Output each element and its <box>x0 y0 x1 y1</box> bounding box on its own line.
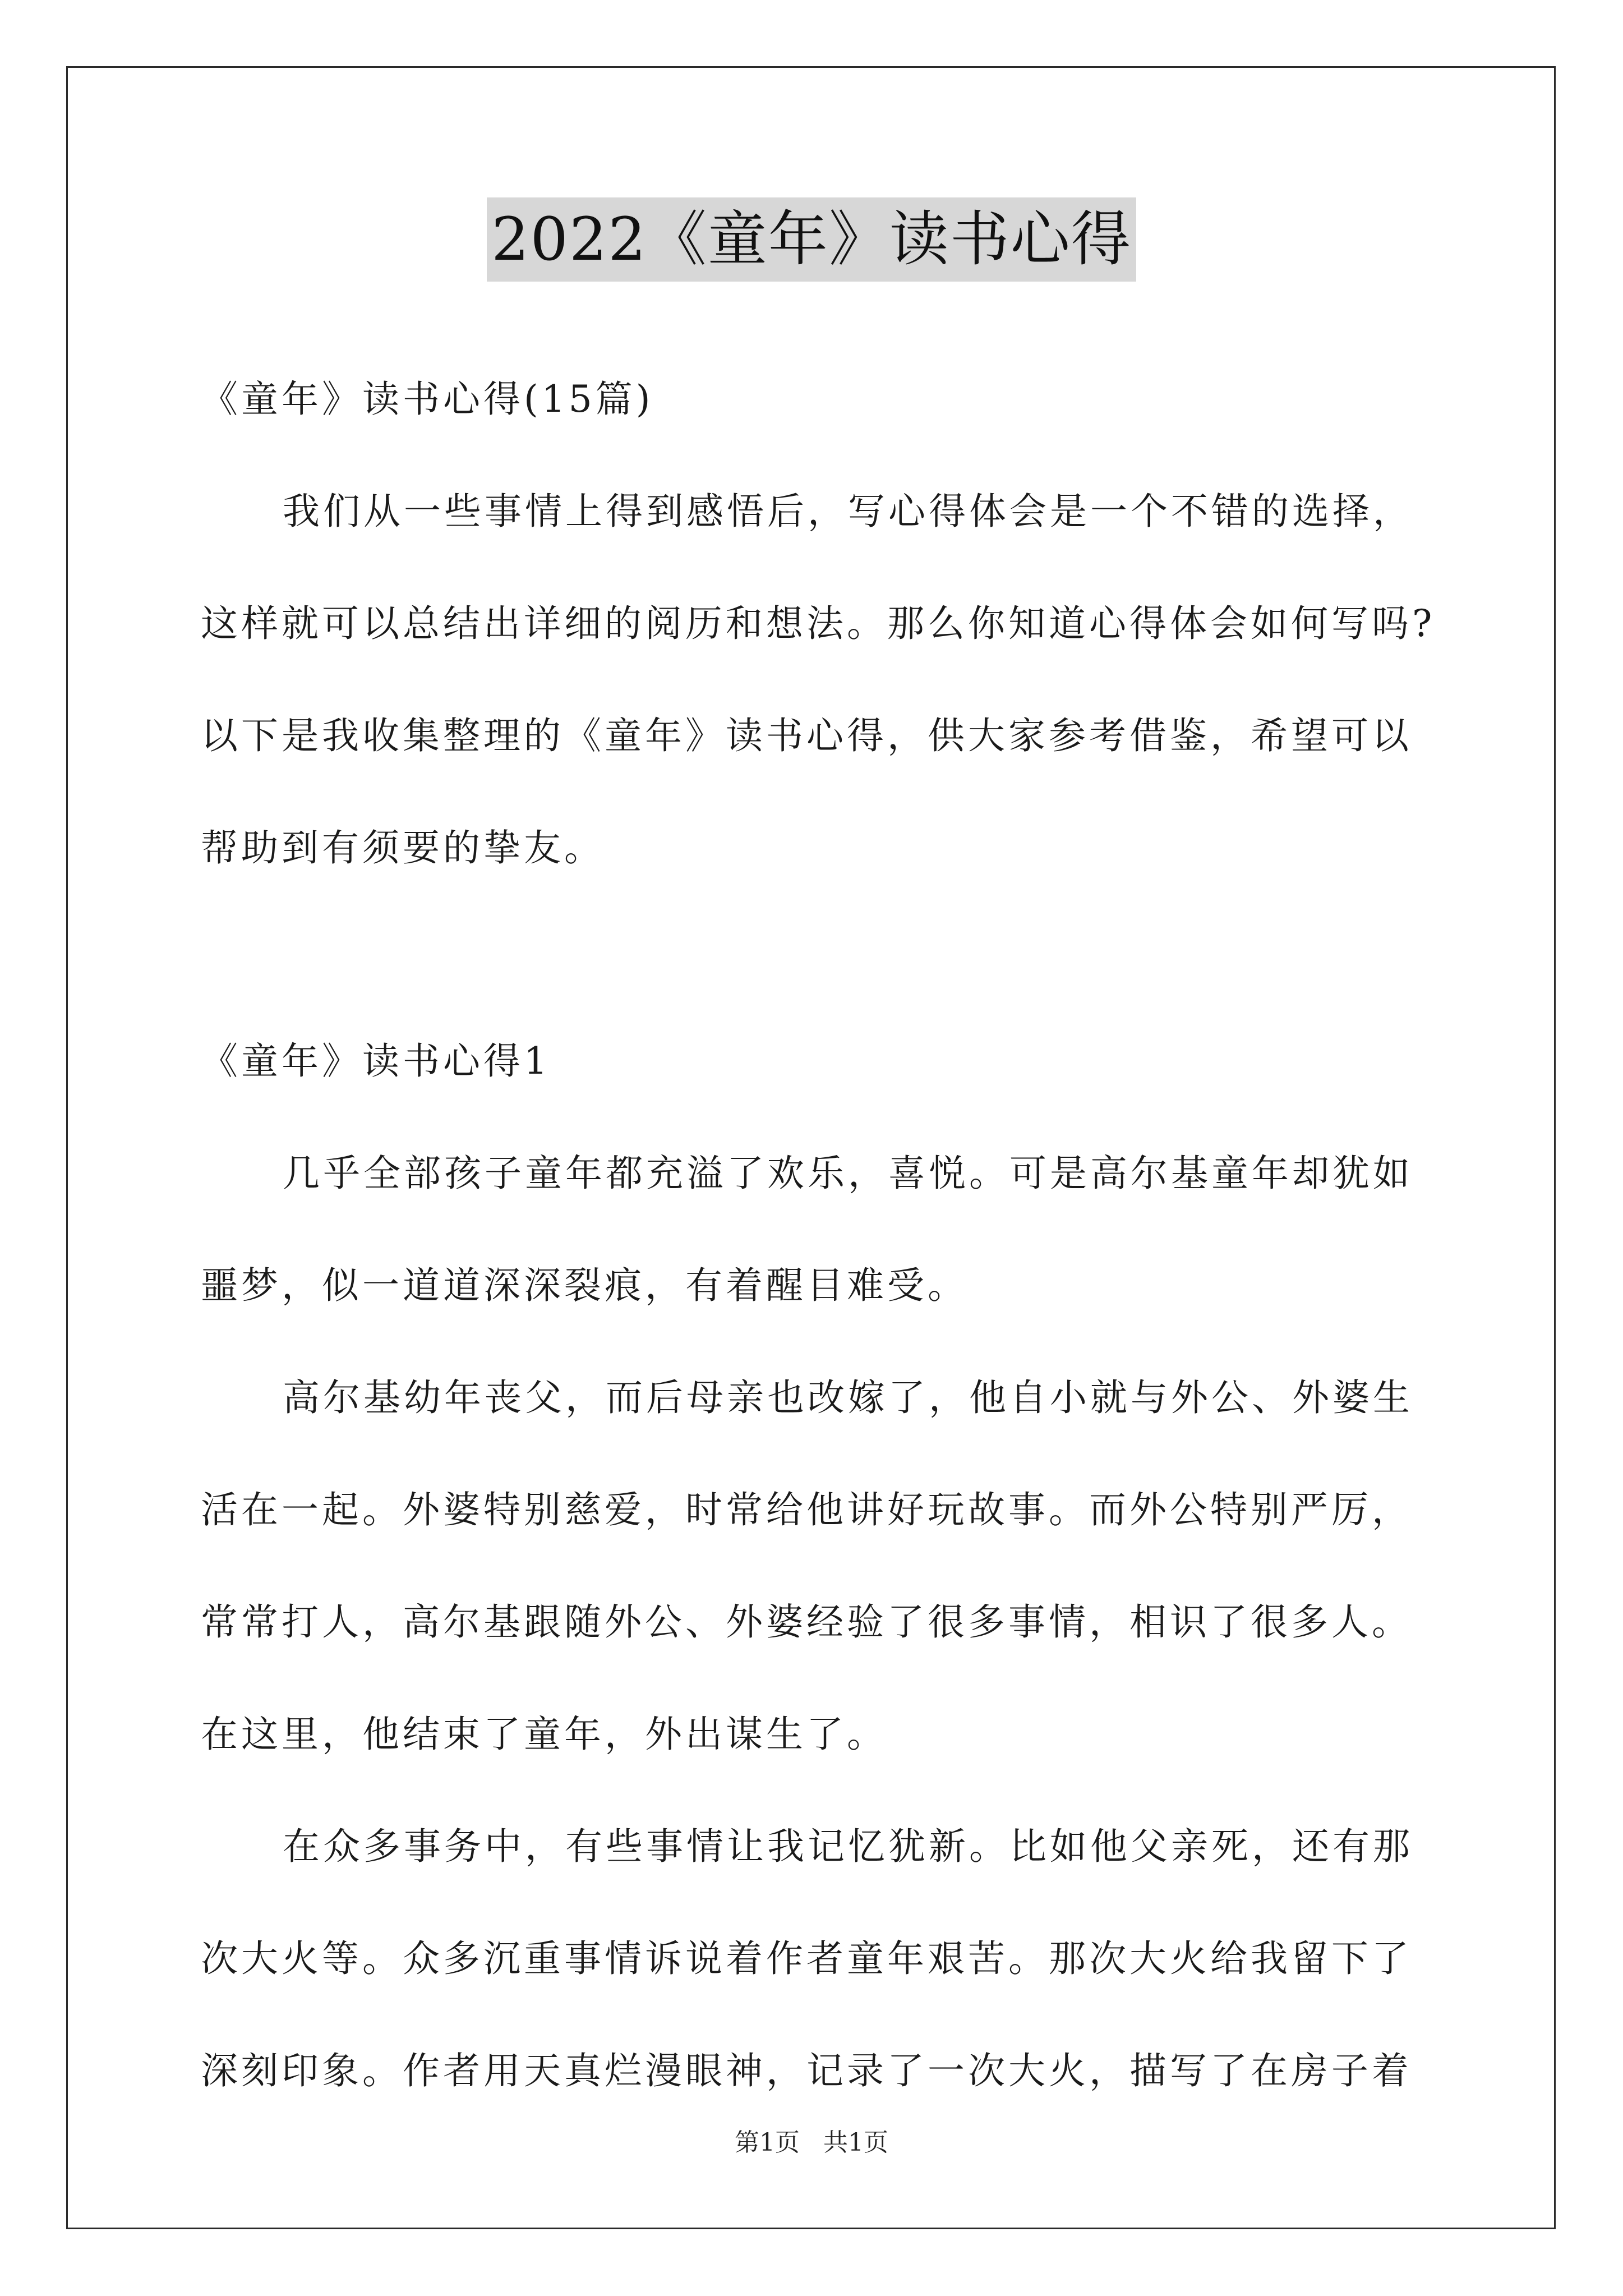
intro-line-2: 这样就可以总结出详细的阅历和想法。那么你知道心得体会如何写吗? <box>201 602 1436 645</box>
para2-line-4: 在这里，他结束了童年，外出谋生了。 <box>201 1713 887 1756</box>
intro-line-3: 以下是我收集整理的《童年》读书心得，供大家参考借鉴，希望可以 <box>201 714 1412 757</box>
page-total: 共1页 <box>823 2128 888 2157</box>
page-number: 第1页 <box>735 2128 800 2157</box>
title-container <box>0 197 1623 282</box>
para3-line-3: 深刻印象。作者用天真烂漫眼神，记录了一次大火，描写了在房子着 <box>201 2049 1412 2092</box>
page-footer <box>0 2126 1623 2160</box>
document-title: 2022《童年》读书心得 <box>487 197 1136 282</box>
intro-line-4: 帮助到有须要的挚友。 <box>201 826 605 869</box>
intro-line-1: 我们从一些事情上得到感悟后，写心得体会是一个不错的选择， <box>283 490 1413 533</box>
para3-line-2: 次大火等。众多沉重事情诉说着作者童年艰苦。那次大火给我留下了 <box>201 1937 1412 1980</box>
para1-line-1: 几乎全部孩子童年都充溢了欢乐，喜悦。可是高尔基童年却犹如 <box>283 1152 1413 1195</box>
section-heading-1: 《童年》读书心得1 <box>201 1039 551 1083</box>
para2-line-3: 常常打人，高尔基跟随外公、外婆经验了很多事情，相识了很多人。 <box>201 1600 1412 1644</box>
para3-line-1: 在众多事务中，有些事情让我记忆犹新。比如他父亲死，还有那 <box>283 1825 1413 1868</box>
document-body <box>201 343 1435 2127</box>
para2-line-1: 高尔基幼年丧父，而后母亲也改嫁了，他自小就与外公、外婆生 <box>283 1376 1413 1419</box>
document-subtitle: 《童年》读书心得(15篇) <box>201 378 654 421</box>
para1-line-2: 噩梦，似一道道深深裂痕，有着醒目难受。 <box>201 1264 968 1307</box>
para2-line-2: 活在一起。外婆特别慈爱，时常给他讲好玩故事。而外公特别严厉， <box>201 1488 1412 1531</box>
section-spacer <box>201 904 1435 1005</box>
